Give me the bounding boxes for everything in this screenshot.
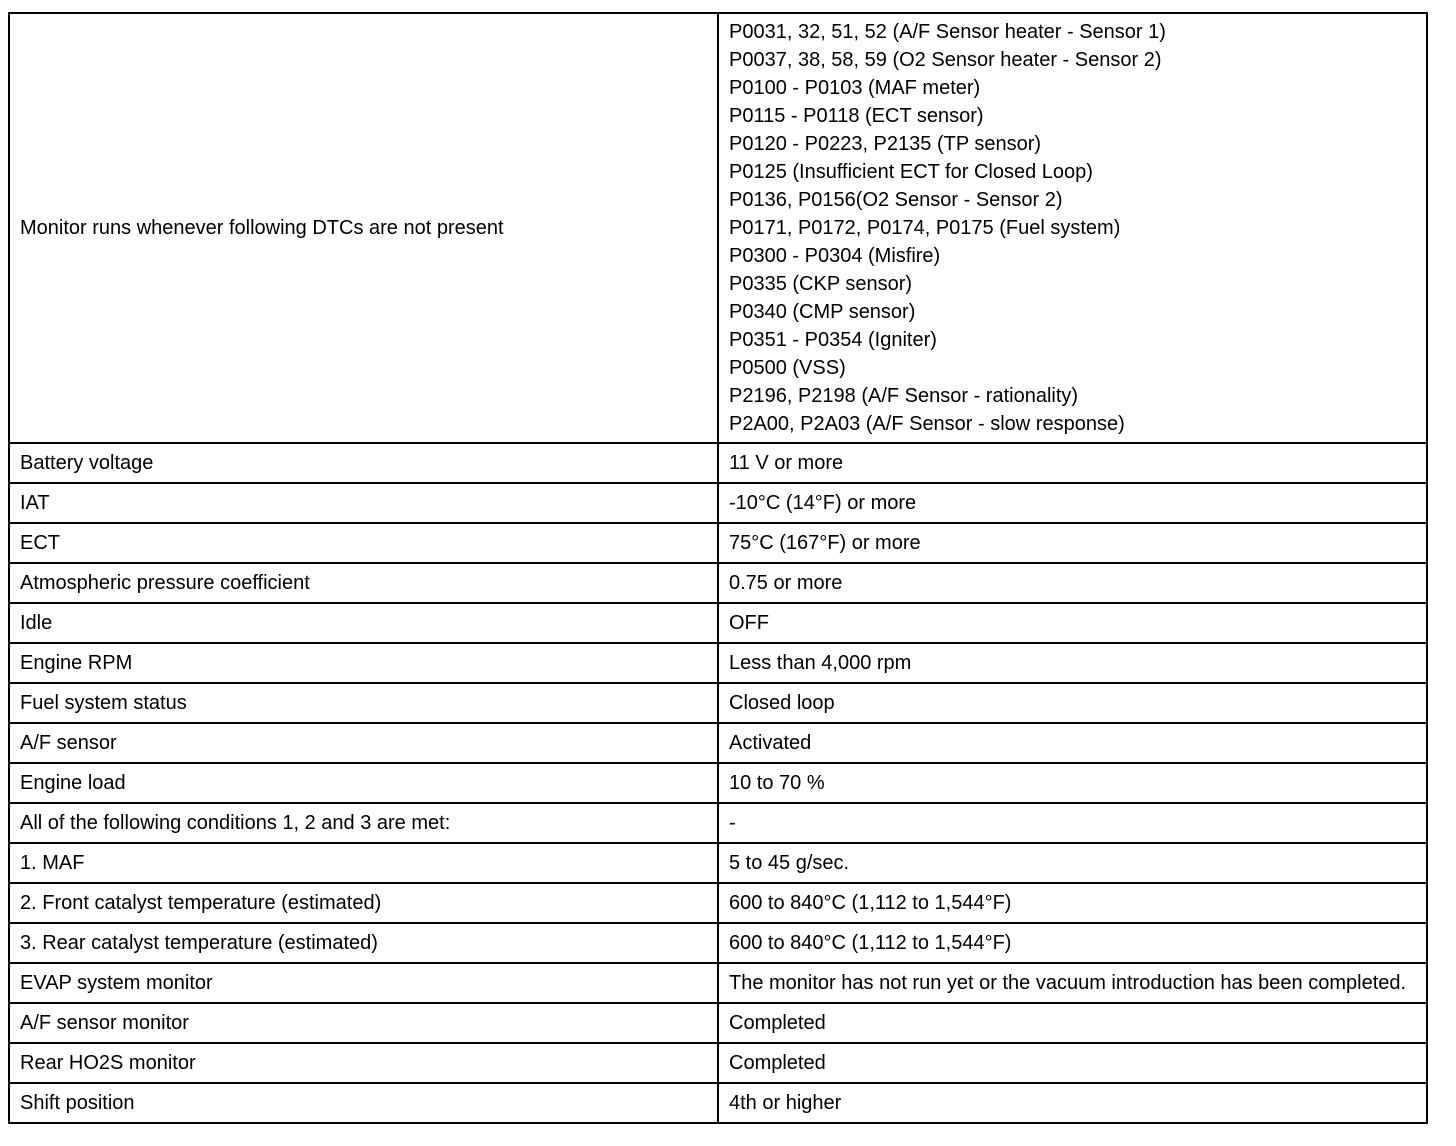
dtc-item: P0031, 32, 51, 52 (A/F Sensor heater - Sensor 1) xyxy=(729,21,1166,43)
table-body xyxy=(9,13,1427,1123)
value-cell: 4th or higher xyxy=(718,1083,1427,1123)
value-cell: 75°C (167°F) or more xyxy=(718,523,1427,563)
table-row xyxy=(9,603,1427,643)
value-cell: 11 V or more xyxy=(718,443,1427,483)
dtc-item: P0340 (CMP sensor) xyxy=(729,301,916,323)
condition-cell: Shift position xyxy=(9,1083,718,1123)
dtc-item: P2A00, P2A03 (A/F Sensor - slow response) xyxy=(729,413,1125,435)
condition-label: Monitor runs whenever following DTCs are not present xyxy=(20,217,504,239)
value-cell: Completed xyxy=(718,1043,1427,1083)
value-cell: 10 to 70 % xyxy=(718,763,1427,803)
value-cell: -10°C (14°F) or more xyxy=(718,483,1427,523)
dtc-item: P0136, P0156(O2 Sensor - Sensor 2) xyxy=(729,189,1063,211)
value-cell: Activated xyxy=(718,723,1427,763)
condition-cell: Atmospheric pressure coefficient xyxy=(9,563,718,603)
monitor-conditions-table xyxy=(8,12,1428,1124)
table-row xyxy=(9,963,1427,1003)
table-row xyxy=(9,843,1427,883)
value-cell: - xyxy=(718,803,1427,843)
condition-cell: 2. Front catalyst temperature (estimated) xyxy=(9,883,718,923)
condition-cell: 3. Rear catalyst temperature (estimated) xyxy=(9,923,718,963)
value-cell: 600 to 840°C (1,112 to 1,544°F) xyxy=(718,883,1427,923)
table-row xyxy=(9,1003,1427,1043)
condition-cell: Fuel system status xyxy=(9,683,718,723)
condition-cell: All of the following conditions 1, 2 and 3 are met: xyxy=(9,803,718,843)
dtc-item: P0351 - P0354 (Igniter) xyxy=(729,329,937,351)
dtc-item: P0171, P0172, P0174, P0175 (Fuel system) xyxy=(729,217,1121,239)
table-row-dtc-exclusions xyxy=(9,13,1427,443)
condition-cell: A/F sensor monitor xyxy=(9,1003,718,1043)
dtc-item: P0125 (Insufficient ECT for Closed Loop) xyxy=(729,161,1093,183)
dtc-item: P0120 - P0223, P2135 (TP sensor) xyxy=(729,133,1042,155)
table-row xyxy=(9,523,1427,563)
value-cell: Closed loop xyxy=(718,683,1427,723)
table-row xyxy=(9,1043,1427,1083)
value-cell: The monitor has not run yet or the vacuum introduction has been completed. xyxy=(718,963,1427,1003)
dtc-item: P0100 - P0103 (MAF meter) xyxy=(729,77,981,99)
dtc-item: P0037, 38, 58, 59 (O2 Sensor heater - Sensor 2) xyxy=(729,49,1162,71)
table-row xyxy=(9,883,1427,923)
dtc-item: P0335 (CKP sensor) xyxy=(729,273,913,295)
value-cell: OFF xyxy=(718,603,1427,643)
condition-cell: Engine load xyxy=(9,763,718,803)
condition-cell: Battery voltage xyxy=(9,443,718,483)
value-cell: Completed xyxy=(718,1003,1427,1043)
dtc-list-cell xyxy=(718,13,1427,443)
value-cell: Less than 4,000 rpm xyxy=(718,643,1427,683)
table-row xyxy=(9,763,1427,803)
table-row xyxy=(9,563,1427,603)
table-row xyxy=(9,443,1427,483)
table-row xyxy=(9,1083,1427,1123)
condition-cell xyxy=(9,13,718,443)
dtc-item: P0115 - P0118 (ECT sensor) xyxy=(729,105,984,127)
condition-cell: Rear HO2S monitor xyxy=(9,1043,718,1083)
condition-cell: Engine RPM xyxy=(9,643,718,683)
table-row xyxy=(9,483,1427,523)
dtc-item: P0500 (VSS) xyxy=(729,357,846,379)
table-row xyxy=(9,643,1427,683)
condition-cell: Idle xyxy=(9,603,718,643)
condition-cell: IAT xyxy=(9,483,718,523)
value-cell: 0.75 or more xyxy=(718,563,1427,603)
condition-cell: A/F sensor xyxy=(9,723,718,763)
dtc-item: P0300 - P0304 (Misfire) xyxy=(729,245,941,267)
table-row xyxy=(9,683,1427,723)
dtc-item: P2196, P2198 (A/F Sensor - rationality) xyxy=(729,385,1079,407)
table-row xyxy=(9,923,1427,963)
condition-cell: ECT xyxy=(9,523,718,563)
table-row xyxy=(9,723,1427,763)
value-cell: 5 to 45 g/sec. xyxy=(718,843,1427,883)
condition-cell: 1. MAF xyxy=(9,843,718,883)
table-row xyxy=(9,803,1427,843)
condition-cell: EVAP system monitor xyxy=(9,963,718,1003)
value-cell: 600 to 840°C (1,112 to 1,544°F) xyxy=(718,923,1427,963)
